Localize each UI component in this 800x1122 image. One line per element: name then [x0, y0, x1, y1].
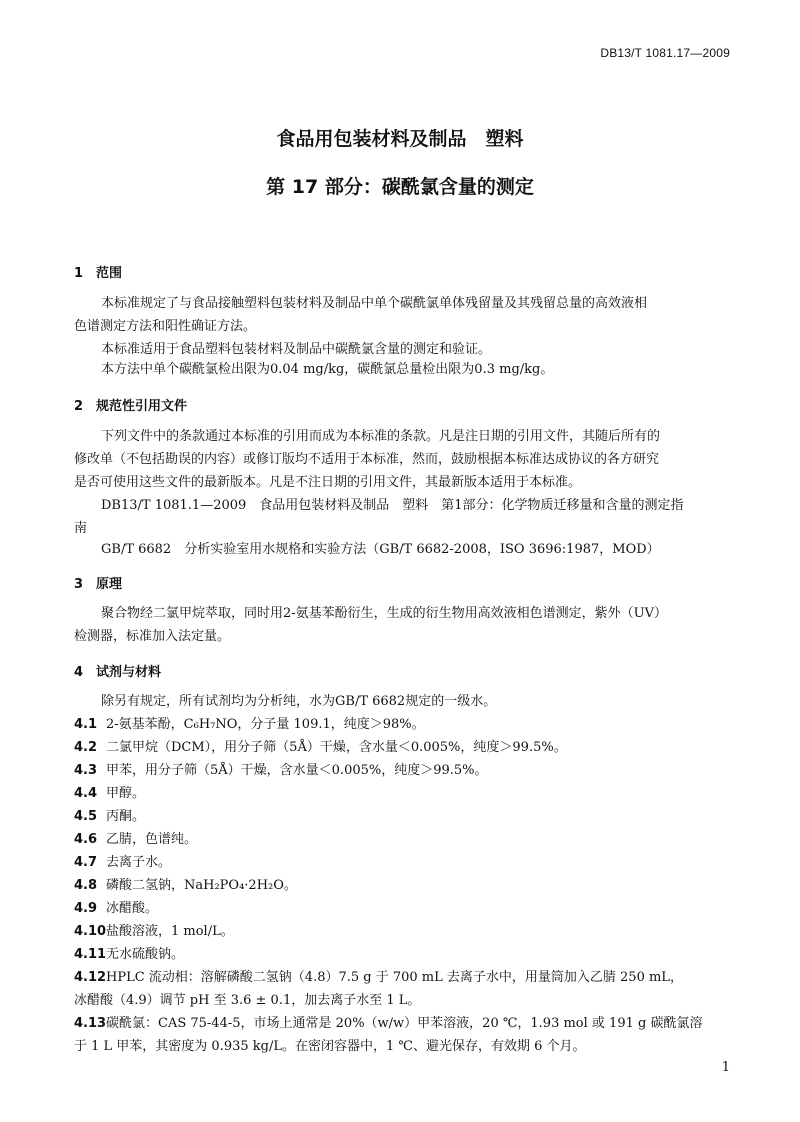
- item-text: 磷酸二氢钠，NaH₂PO₄·2H₂O。: [106, 878, 297, 893]
- section-title: 规范性引用文件: [96, 399, 188, 414]
- section-1-paragraph-1: [74, 292, 734, 338]
- text-line: 修改单（不包括勘误的内容）或修订版均不适用于本标准，然而，鼓励根据本标准达成协议的各方研究: [74, 452, 660, 467]
- item-text: 二氯甲烷（DCM），用分子筛（5Å）干燥，含水量＜0.005%，纯度＞99.5%。: [106, 740, 567, 755]
- reagent-item: [74, 874, 734, 897]
- section-2-paragraph-1: [74, 425, 734, 494]
- section-1-heading: [74, 262, 122, 281]
- item-number: 4.9: [74, 901, 98, 916]
- item-number: 4.13: [74, 1016, 107, 1031]
- reagent-item: [74, 759, 734, 782]
- item-continuation: 于 1 L 甲苯，其密度为 0.935 kg/L。在密闭容器中，1 ℃、避光保存，有效期 6 个月。: [74, 1039, 586, 1054]
- reference-1: [74, 494, 734, 540]
- document-title: 食品用包装材料及制品 塑料: [276, 128, 524, 150]
- reagent-item: [74, 805, 734, 828]
- reagent-item: [74, 851, 734, 874]
- item-text: 冰醋酸。: [106, 901, 159, 916]
- reagent-item: [74, 782, 734, 805]
- section-3-heading: [74, 573, 122, 592]
- text-line: 下列文件中的条款通过本标准的引用而成为本标准的条款。凡是注日期的引用文件，其随后所有的: [101, 429, 661, 444]
- section-2-heading: [74, 395, 187, 414]
- item-number: 4.10: [74, 924, 107, 939]
- item-text: 碳酰氯：CAS 75-44-5，市场上通常是 20%（w/w）甲苯溶液，20 ℃，1.93 mol 或 191 g 碳酰氯溶: [106, 1016, 703, 1031]
- reagent-item: [74, 897, 734, 920]
- item-continuation: 冰醋酸（4.9）调节 pH 至 3.6 ± 0.1，加去离子水至 1 L。: [74, 993, 421, 1008]
- section-3-paragraph-1: [74, 602, 734, 648]
- section-4-heading: [74, 661, 161, 680]
- reagent-item: [74, 1012, 734, 1058]
- section-title: 原理: [96, 577, 123, 592]
- item-text: 去离子水。: [106, 855, 172, 870]
- item-text: 甲苯，用分子筛（5Å）干燥，含水量＜0.005%，纯度＞99.5%。: [106, 763, 488, 778]
- item-text: 甲醇。: [106, 786, 146, 801]
- section-number: 3: [74, 577, 84, 592]
- reagent-item: [74, 966, 734, 1012]
- item-text: HPLC 流动相：溶解磷酸二氢钠（4.8）7.5 g 于 700 mL 去离子水中，用量筒加入乙腈 250 mL，: [106, 970, 683, 985]
- item-number: 4.6: [74, 832, 98, 847]
- text-line: DB13/T 1081.1—2009 食品用包装材料及制品 塑料 第1部分：化学物质迁移量和含量的测定指: [101, 498, 684, 513]
- section-number: 4: [74, 665, 84, 680]
- reagent-item: [74, 920, 734, 943]
- item-text: 乙腈，色谱纯。: [106, 832, 198, 847]
- document-subtitle: 第 17 部分：碳酰氯含量的测定: [266, 176, 534, 198]
- item-number: 4.4: [74, 786, 98, 801]
- item-text: 丙酮。: [106, 809, 146, 824]
- text-line: 除另有规定，所有试剂均为分析纯，水为GB/T 6682规定的一级水。: [101, 694, 497, 709]
- item-text: 2-氨基苯酚，C₆H₇NO，分子量 109.1，纯度＞98%。: [106, 717, 425, 732]
- item-number: 4.1: [74, 717, 98, 732]
- item-number: 4.3: [74, 763, 98, 778]
- item-number: 4.5: [74, 809, 98, 824]
- text-line: 南: [74, 521, 88, 536]
- section-title: 试剂与材料: [96, 665, 162, 680]
- text-line: 是否可使用这些文件的最新版本。凡是不注日期的引用文件，其最新版本适用于本标准。: [74, 475, 582, 490]
- reagent-item: [74, 943, 734, 966]
- item-number: 4.11: [74, 947, 107, 962]
- item-number: 4.7: [74, 855, 98, 870]
- item-number: 4.12: [74, 970, 107, 985]
- item-text: 盐酸溶液，1 mol/L。: [106, 924, 234, 939]
- reference-2: [74, 538, 734, 561]
- item-number: 4.8: [74, 878, 98, 893]
- text-line: 本方法中单个碳酰氯检出限为0.04 mg/kg，碳酰氯总量检出限为0.3 mg/kg。: [101, 362, 554, 377]
- reagent-item: [74, 713, 734, 736]
- text-line: 色谱测定方法和阳性确证方法。: [74, 319, 257, 334]
- text-line: 本标准适用于食品塑料包装材料及制品中碳酰氯含量的测定和验证。: [101, 342, 492, 357]
- text-line: 检测器，标准加入法定量。: [74, 629, 231, 644]
- item-text: 无水硫酸钠。: [106, 947, 185, 962]
- text-line: 本标准规定了与食品接触塑料包装材料及制品中单个碳酰氯单体残留量及其残留总量的高效液相: [101, 296, 648, 311]
- document-code: DB13/T 1081.17—2009: [600, 46, 730, 60]
- section-4-intro: [74, 690, 734, 713]
- section-number: 1: [74, 266, 84, 281]
- item-number: 4.2: [74, 740, 98, 755]
- section-1-paragraph-3: [74, 358, 734, 381]
- page-number: 1: [721, 1060, 730, 1075]
- text-line: 聚合物经二氯甲烷萃取，同时用2-氨基苯酚衍生，生成的衍生物用高效液相色谱测定，紫外（UV）: [101, 606, 668, 621]
- reagent-item: [74, 828, 734, 851]
- reagent-item: [74, 736, 734, 759]
- text-line: GB/T 6682 分析实验室用水规格和实验方法（GB/T 6682-2008，ISO 3696:1987，MOD）: [101, 542, 660, 557]
- section-title: 范围: [96, 266, 123, 281]
- section-number: 2: [74, 399, 84, 414]
